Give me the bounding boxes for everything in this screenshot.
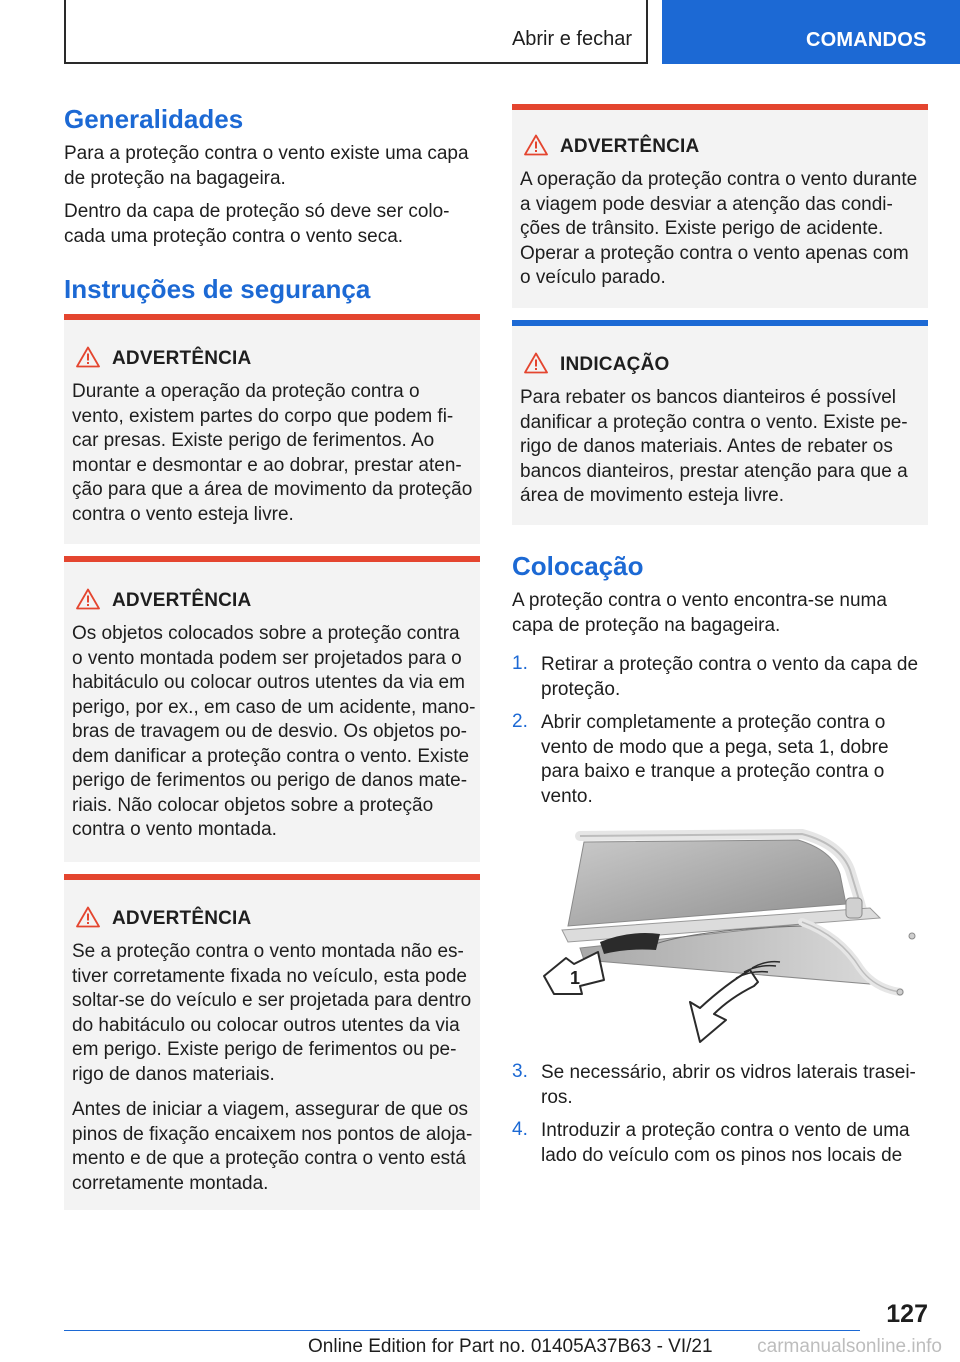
step-number: 2. bbox=[512, 711, 528, 732]
warning-box bbox=[64, 874, 480, 1210]
paragraph-line: capa de proteção na bagageira. bbox=[512, 615, 781, 636]
warning-text bbox=[72, 380, 472, 527]
warning-triangle-icon bbox=[524, 134, 548, 156]
text-line: proteção. bbox=[541, 678, 621, 700]
text-line: montar e desmontar e ao dobrar, prestar aten‐ bbox=[72, 454, 462, 476]
step-number: 1. bbox=[512, 653, 528, 674]
text-line: Se necessário, abrir os vidros laterais trasei‐ bbox=[541, 1062, 916, 1083]
warning-text bbox=[520, 168, 917, 291]
section-tab bbox=[64, 0, 648, 64]
text-line: Durante a operação da proteção contra o bbox=[72, 381, 420, 402]
heading-generalidades: Generalidades bbox=[64, 104, 244, 134]
text-line: Se a proteção contra o vento montada não es‐ bbox=[72, 941, 464, 962]
warning-title: ADVERTÊNCIA bbox=[112, 348, 252, 369]
text-line: dem danificar a proteção contra o vento. Existe bbox=[72, 745, 470, 767]
footer-edition: Online Edition for Part no. 01405A37B63 - VI/21 bbox=[308, 1336, 713, 1357]
warning-title: ADVERTÊNCIA bbox=[112, 908, 252, 929]
text-line: o vento montada podem ser projetados para o bbox=[72, 647, 462, 669]
text-line: soltar-se do veículo e ser projetada para dentro bbox=[72, 990, 472, 1011]
warning-text bbox=[72, 940, 471, 1087]
figure-callout-label: 1 bbox=[570, 968, 581, 988]
text-line: vento, existem partes do corpo que podem fi‐ bbox=[72, 405, 454, 427]
watermark: carmanualsonline.info bbox=[757, 1336, 942, 1357]
text-line: corretamente montada. bbox=[72, 1172, 269, 1194]
chapter-title: COMANDOS bbox=[806, 29, 927, 51]
section-title: Abrir e fechar bbox=[511, 28, 632, 50]
paragraph-line: de proteção na bagageira. bbox=[64, 168, 286, 189]
text-line: área de movimento esteja livre. bbox=[520, 485, 785, 506]
wind-deflector-illustration bbox=[540, 826, 920, 1044]
heading-instrucoes-seguranca: Instruções de segurança bbox=[64, 274, 371, 304]
warning-triangle-icon bbox=[76, 906, 100, 928]
step-text bbox=[541, 653, 918, 702]
text-line: do habitáculo ou colocar outros utentes da via bbox=[72, 1014, 460, 1036]
warning-triangle-icon bbox=[76, 588, 100, 610]
text-line: bancos dianteiros, prestar atenção para que a bbox=[520, 460, 908, 482]
text-line: ções de trânsito. Existe perigo de acidente. bbox=[520, 218, 884, 239]
text-line: lado do veículo com os pinos nos locais de bbox=[541, 1144, 903, 1166]
text-line: bras de travagem ou de desvio. Os objetos po‐ bbox=[72, 721, 468, 742]
page-header bbox=[0, 0, 960, 66]
paragraph-line: A proteção contra o vento encontra-se numa bbox=[512, 590, 887, 611]
warning-box bbox=[64, 556, 480, 862]
paragraph-line: cada uma proteção contra o vento seca. bbox=[64, 226, 404, 247]
text-line: vento. bbox=[541, 785, 593, 807]
warning-title: ADVERTÊNCIA bbox=[560, 136, 700, 157]
text-line: tiver corretamente fixada no veículo, esta pode bbox=[72, 965, 468, 987]
warning-box bbox=[512, 104, 928, 308]
text-line: vento de modo que a pega, seta 1, dobre bbox=[541, 736, 889, 758]
text-line: Introduzir a proteção contra o vento de uma bbox=[541, 1120, 910, 1141]
warning-title: ADVERTÊNCIA bbox=[112, 590, 252, 611]
notice-box bbox=[512, 320, 928, 525]
text-line: ros. bbox=[541, 1086, 573, 1108]
text-line: o veículo parado. bbox=[520, 267, 666, 288]
text-line: perigo de ferimentos ou perigo de danos mate‐ bbox=[72, 770, 468, 791]
text-line: perigo, por ex., em caso de um acidente, mano‐ bbox=[72, 696, 476, 718]
text-line: Os objetos colocados sobre a proteção contra bbox=[72, 623, 460, 644]
text-line: Operar a proteção contra o vento apenas com bbox=[520, 242, 909, 264]
text-line: contra o vento esteja livre. bbox=[72, 503, 294, 525]
paragraph-line: Dentro da capa de proteção só deve ser colo‐ bbox=[64, 201, 450, 222]
step-text bbox=[541, 711, 889, 809]
text-line: riais. Não colocar objetos sobre a proteção bbox=[72, 794, 434, 816]
text-line: pinos de fixação encaixem nos pontos de aloja‐ bbox=[72, 1123, 473, 1145]
warning-text bbox=[72, 1098, 472, 1196]
step-number: 4. bbox=[512, 1119, 528, 1140]
notice-text bbox=[520, 386, 908, 509]
text-line: danificar a proteção contra o vento. Existe pe‐ bbox=[520, 411, 908, 433]
step-text bbox=[541, 1061, 916, 1110]
notice-title: INDICAÇÃO bbox=[560, 354, 670, 375]
page-number: 127 bbox=[886, 1300, 928, 1328]
text-line: contra o vento montada. bbox=[72, 819, 277, 840]
chapter-tab bbox=[662, 0, 960, 64]
step-text bbox=[541, 1119, 910, 1168]
text-line: rigo de danos materiais. bbox=[72, 1063, 275, 1085]
warning-box bbox=[64, 314, 480, 544]
text-line: car presas. Existe perigo de ferimentos. Ao bbox=[72, 430, 435, 451]
footer-divider bbox=[64, 1330, 860, 1331]
warning-triangle-icon bbox=[76, 346, 100, 368]
text-line: a viagem pode desviar a atenção das condi‐ bbox=[520, 193, 893, 215]
text-line: em perigo. Existe perigo de ferimentos ou pe‐ bbox=[72, 1039, 457, 1060]
warning-triangle-icon bbox=[524, 352, 548, 374]
text-line: Retirar a proteção contra o vento da capa de bbox=[541, 654, 919, 675]
text-line: Abrir completamente a proteção contra o bbox=[541, 712, 886, 733]
text-line: para baixo e tranque a proteção contra o bbox=[541, 761, 885, 782]
text-line: Para rebater os bancos dianteiros é possível bbox=[520, 387, 896, 408]
paragraph-line: Para a proteção contra o vento existe uma capa bbox=[64, 143, 469, 164]
text-line: A operação da proteção contra o vento durante bbox=[520, 169, 918, 190]
text-line: mento e de que a proteção contra o vento está bbox=[72, 1148, 466, 1169]
text-line: habitáculo ou colocar outros utentes da via em bbox=[72, 672, 465, 693]
heading-colocacao: Colocação bbox=[512, 551, 644, 581]
warning-text bbox=[72, 622, 475, 843]
text-line: rigo de danos materiais. Antes de rebater os bbox=[520, 436, 893, 457]
step-number: 3. bbox=[512, 1061, 528, 1082]
text-line: ção para que a área de movimento da proteção bbox=[72, 479, 473, 500]
text-line: Antes de iniciar a viagem, assegurar de que os bbox=[72, 1099, 469, 1120]
